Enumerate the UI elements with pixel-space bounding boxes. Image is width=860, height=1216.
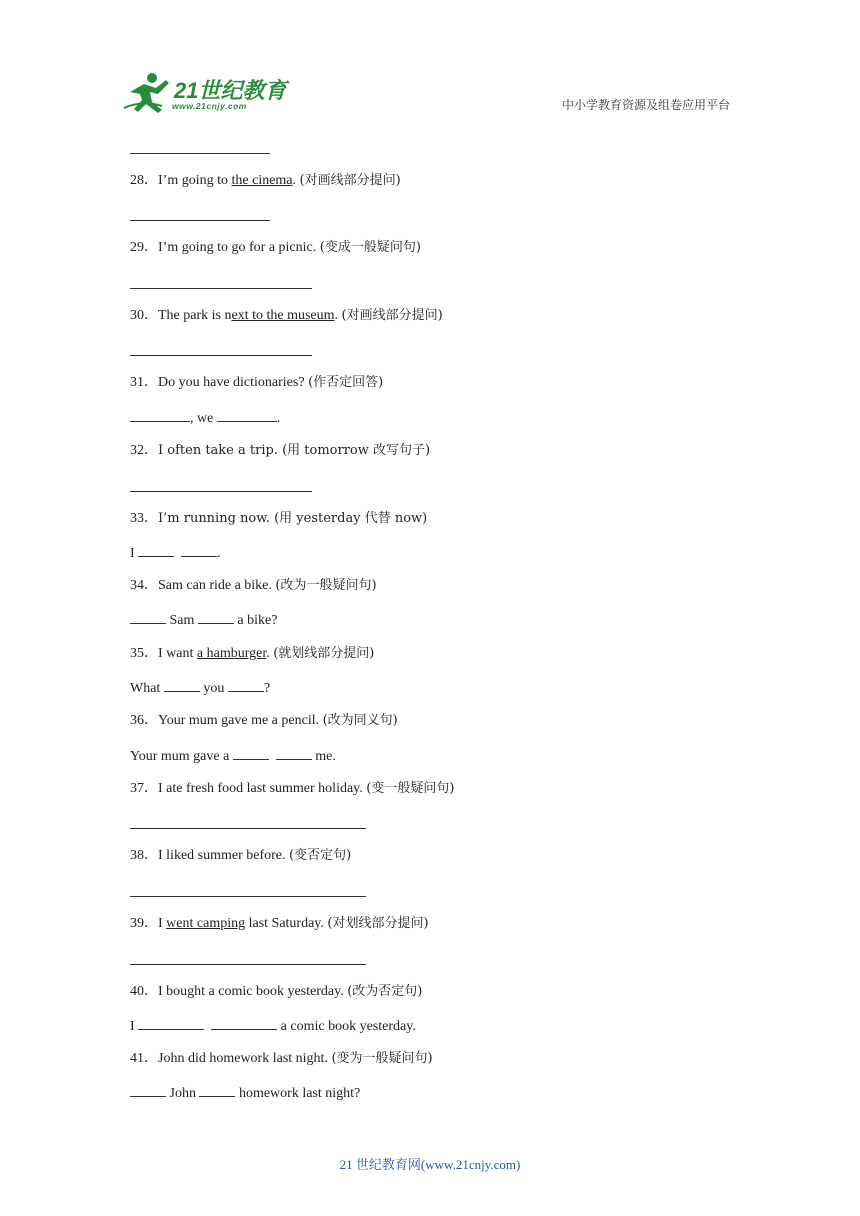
answer-36: Your mum gave a me. [130, 749, 336, 764]
question-40: 40．I bought a comic book yesterday. (改为否定句) [130, 984, 423, 999]
answer-line[interactable] [130, 896, 366, 897]
answer-line[interactable] [130, 355, 312, 356]
answer-blank[interactable] [233, 747, 269, 760]
answer-blank[interactable] [228, 679, 264, 692]
question-35: 35．I want a hamburger. (就划线部分提问) [130, 646, 375, 661]
site-logo[interactable] [122, 70, 292, 116]
answer-blank[interactable] [199, 1084, 235, 1097]
answer-blank[interactable] [138, 1017, 204, 1030]
question-36: 36．Your mum gave me a pencil. (改为同义句) [130, 713, 398, 728]
logo-url: www.21cnjy.com [172, 101, 247, 111]
answer-line[interactable] [130, 491, 312, 492]
question-37: 37．I ate fresh food last summer holiday. (变一般疑问句) [130, 781, 455, 796]
answer-blank[interactable] [130, 409, 190, 422]
answer-31: , we . [130, 409, 280, 428]
logo-text: 21世纪教育 [174, 78, 287, 103]
underlined-phrase: a hamburger [196, 646, 267, 661]
answer-line[interactable] [130, 288, 312, 289]
answer-line[interactable] [130, 828, 366, 829]
answer-blank[interactable] [181, 544, 217, 557]
answer-blank[interactable] [211, 1017, 277, 1030]
answer-blank[interactable] [164, 679, 200, 692]
question-33: 33．I’m running now. (用 yesterday 代替 now) [130, 511, 428, 526]
underlined-phrase: ext to the museum [231, 308, 335, 323]
answer-blank[interactable] [217, 409, 277, 422]
answer-blank[interactable] [276, 747, 312, 760]
answer-40: I a comic book yesterday. [130, 1019, 416, 1034]
platform-title: 中小学教育资源及组卷应用平台 [561, 98, 730, 112]
answer-41: John homework last night? [130, 1084, 360, 1103]
question-32: 32．I often take a trip. (用 tomorrow 改写句子) [130, 443, 431, 458]
answer-line[interactable] [130, 220, 270, 221]
question-34: 34．Sam can ride a bike. (改为一般疑问句) [130, 578, 377, 593]
question-28: 28．I’m going to the cinema. (对画线部分提问) [130, 173, 401, 188]
answer-blank[interactable] [198, 611, 234, 624]
underlined-phrase: went camping [166, 916, 246, 931]
question-38: 38．I liked summer before. (变否定句) [130, 848, 352, 863]
answer-34: Sam a bike? [130, 611, 277, 630]
answer-blank[interactable] [130, 1084, 166, 1097]
answer-33: I . [130, 546, 221, 561]
question-41: 41．John did homework last night. (变为一般疑问句) [130, 1051, 433, 1066]
question-29: 29．I’m going to go for a picnic. (变成一般疑问句) [130, 240, 421, 255]
footer-link[interactable]: 21 世纪教育网(www.21cnjy.com) [339, 1157, 521, 1172]
answer-blank[interactable] [130, 611, 166, 624]
answer-line[interactable] [130, 153, 270, 154]
answer-35: What you ? [130, 681, 271, 696]
answer-line[interactable] [130, 964, 366, 965]
answer-blank[interactable] [138, 544, 174, 557]
question-31: 31．Do you have dictionaries? (作否定回答) [130, 375, 384, 390]
underlined-phrase: the cinema [231, 173, 293, 188]
question-39: 39．I went camping last Saturday. (对划线部分提问) [130, 916, 429, 931]
question-30: 30．The park is next to the museum. (对画线部分提问) [130, 308, 443, 323]
